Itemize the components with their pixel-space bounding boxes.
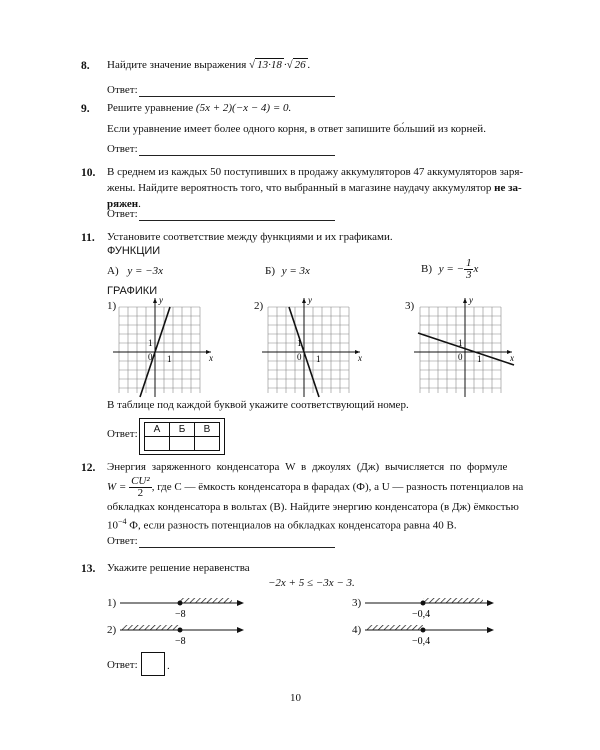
q13-option-1-label: 1)	[107, 597, 117, 609]
q9-prompt: Решите уравнение	[107, 102, 194, 114]
table-header-a: А	[145, 423, 170, 437]
q12-power-exp: −4	[118, 517, 127, 526]
q9-number: 9.	[81, 103, 90, 115]
graph-2-label: 2)	[254, 300, 264, 312]
functions-heading: ФУНКЦИИ	[107, 245, 161, 257]
q12-formula-fraction	[129, 476, 152, 499]
q13-option-3-label: 3)	[352, 597, 362, 609]
graph-3-label: 3)	[405, 300, 415, 312]
graph-3-origin: 0	[458, 352, 463, 362]
func-b-label: Б)	[265, 265, 275, 277]
q10-line2	[107, 180, 522, 197]
q13-option-4-label: 4)	[352, 624, 362, 636]
q8-answer-field[interactable]	[139, 84, 335, 97]
q10-end: .	[138, 198, 141, 210]
q10-line1: В среднем из каждых 50 поступивших в продажу аккумуляторов 47 аккумуляторов заря-	[107, 166, 524, 178]
graph-3-x-label: x	[510, 353, 514, 363]
q13-answer-box[interactable]	[141, 652, 165, 676]
graph-2-tick-y: 1	[297, 338, 302, 348]
graph-1-x-label: x	[209, 353, 213, 363]
func-b-formula: y = 3x	[281, 265, 310, 277]
func-a-formula: y = −3x	[127, 265, 163, 277]
graph-1-tick-x: 1	[167, 354, 172, 364]
q8-text	[107, 57, 310, 74]
graph-3-tick-x: 1	[477, 354, 482, 364]
table-header-c: В	[195, 423, 220, 437]
q13-inequality: −2x + 5 ≤ −3x − 3.	[268, 577, 355, 589]
q12-number: 12.	[81, 462, 96, 474]
q9-note: Если уравнение имеет более одного корня, в ответ запишите бо́льший из корней.	[107, 123, 486, 135]
q11-number: 11.	[81, 232, 95, 244]
q9-equation: (5x + 2)(−x − 4) = 0.	[195, 102, 292, 114]
q12-formula-lhs: W =	[107, 481, 127, 494]
q10-answer-label: Ответ:	[107, 208, 138, 220]
q12-line2-text: , где C — ёмкость конденсатора в фарадах (Ф), а U — разность потенциалов на	[151, 481, 524, 494]
q10-answer-field[interactable]	[139, 208, 335, 221]
graph-3-tick-y: 1	[458, 338, 463, 348]
graph-2-y-arrow	[302, 298, 306, 303]
graph-2-y-label: y	[308, 295, 312, 305]
q12-line2	[107, 476, 523, 499]
func-c-label: В)	[421, 263, 432, 276]
q13-option-4-line	[365, 620, 495, 650]
q13-option-1-line	[120, 593, 245, 623]
q12-power-base: 10	[107, 519, 118, 532]
q13-option-3-line	[365, 593, 495, 623]
q11-answer-table	[139, 418, 225, 455]
q11-instruction: В таблице под каждой буквой укажите соответствующий номер.	[107, 399, 409, 411]
q8-radicand-a: 13·18	[257, 59, 282, 71]
func-a-label: А)	[107, 265, 119, 277]
q8-expression: √ 13·18 ·√ 26 .	[249, 59, 311, 71]
q8-radicand-b: 26	[294, 59, 306, 71]
q9-text	[107, 100, 291, 117]
q12-line4-text: Ф, если разность потенциалов на обкладках конденсатора равна 40 В.	[129, 519, 457, 532]
q13-answer-end: .	[167, 660, 170, 672]
func-c-pre: y = −	[438, 263, 464, 276]
graph-1	[113, 295, 223, 400]
func-c-numerator: 1	[465, 257, 472, 269]
graph-1-grid	[119, 307, 200, 393]
graph-3	[414, 295, 524, 400]
q13-option-3-point	[421, 601, 426, 606]
graph-3-grid	[420, 307, 501, 393]
func-b	[265, 265, 310, 277]
graphs-heading: ГРАФИКИ	[107, 285, 158, 297]
graph-3-line	[418, 333, 514, 365]
graph-1-label: 1)	[107, 300, 117, 312]
table-cell-b[interactable]	[170, 437, 195, 451]
func-c-post: x	[473, 263, 479, 276]
graph-1-y-label: y	[159, 295, 163, 305]
graph-3-y-label: y	[469, 295, 473, 305]
q13-option-2-value: −8	[175, 636, 186, 647]
func-c	[421, 258, 478, 281]
q13-text: Укажите решение неравенства	[107, 562, 250, 574]
q13-option-4-value: −0,4	[412, 636, 431, 647]
q13-option-1-point	[178, 601, 183, 606]
q12-line1: Энергия заряженного конденсатора W в джоулях (Дж) вычисляется по формуле	[107, 461, 508, 473]
table-cell-c[interactable]	[195, 437, 220, 451]
q13-option-1-value: −8	[175, 609, 186, 620]
table-cell-a[interactable]	[145, 437, 170, 451]
q12-line4	[107, 513, 457, 535]
graph-2-tick-x: 1	[316, 354, 321, 364]
graph-2-x-label: x	[358, 353, 362, 363]
q13-option-3-value: −0,4	[412, 609, 431, 620]
table-header-b: Б	[170, 423, 195, 437]
q12-answer-field[interactable]	[139, 535, 335, 548]
q8-answer-label: Ответ:	[107, 84, 138, 96]
graph-2-grid	[268, 307, 349, 393]
graph-1-y-arrow	[153, 298, 157, 303]
q8-prompt: Найдите значение выражения	[107, 59, 247, 71]
q8-end: .	[307, 59, 311, 71]
q13-option-2-line	[120, 620, 245, 650]
graph-3-y-arrow	[463, 298, 467, 303]
q13-answer-label: Ответ:	[107, 659, 138, 671]
q12-line3: обкладках конденсатора в вольтах (В). Найдите энергию конденсатора (в Дж) ёмкостью	[107, 501, 519, 513]
q8-dot: ·	[283, 59, 287, 71]
graph-1-origin: 0	[148, 352, 153, 362]
func-c-denominator: 3	[465, 269, 472, 281]
q11-answer-label: Ответ:	[107, 428, 138, 440]
func-a	[107, 265, 163, 277]
q10-emphasis-2: ряжен	[107, 198, 139, 210]
q9-answer-field[interactable]	[139, 143, 335, 156]
q13-number: 13.	[81, 563, 96, 575]
q9-answer-label: Ответ:	[107, 143, 138, 155]
q13-option-2-label: 2)	[107, 624, 117, 636]
q13-option-2-point	[178, 628, 183, 633]
q12-answer-label: Ответ:	[107, 535, 138, 547]
graph-1-tick-y: 1	[148, 338, 153, 348]
q13-option-4-point	[421, 628, 426, 633]
q11-text: Установите соответствие между функциями и их графиками.	[107, 231, 393, 243]
graph-2-origin: 0	[297, 352, 302, 362]
q12-formula-numerator: CU²	[131, 475, 150, 487]
q10-line2-text: жены. Найдите вероятность того, что выбранный в магазине наудачу аккумулятор	[107, 182, 492, 194]
q10-number: 10.	[81, 167, 96, 179]
q8-number: 8.	[81, 60, 90, 72]
page-number: 10	[290, 692, 301, 704]
q12-formula-denominator: 2	[137, 487, 144, 499]
graph-2	[262, 295, 372, 400]
q10-emphasis-1: не за-	[494, 182, 522, 194]
